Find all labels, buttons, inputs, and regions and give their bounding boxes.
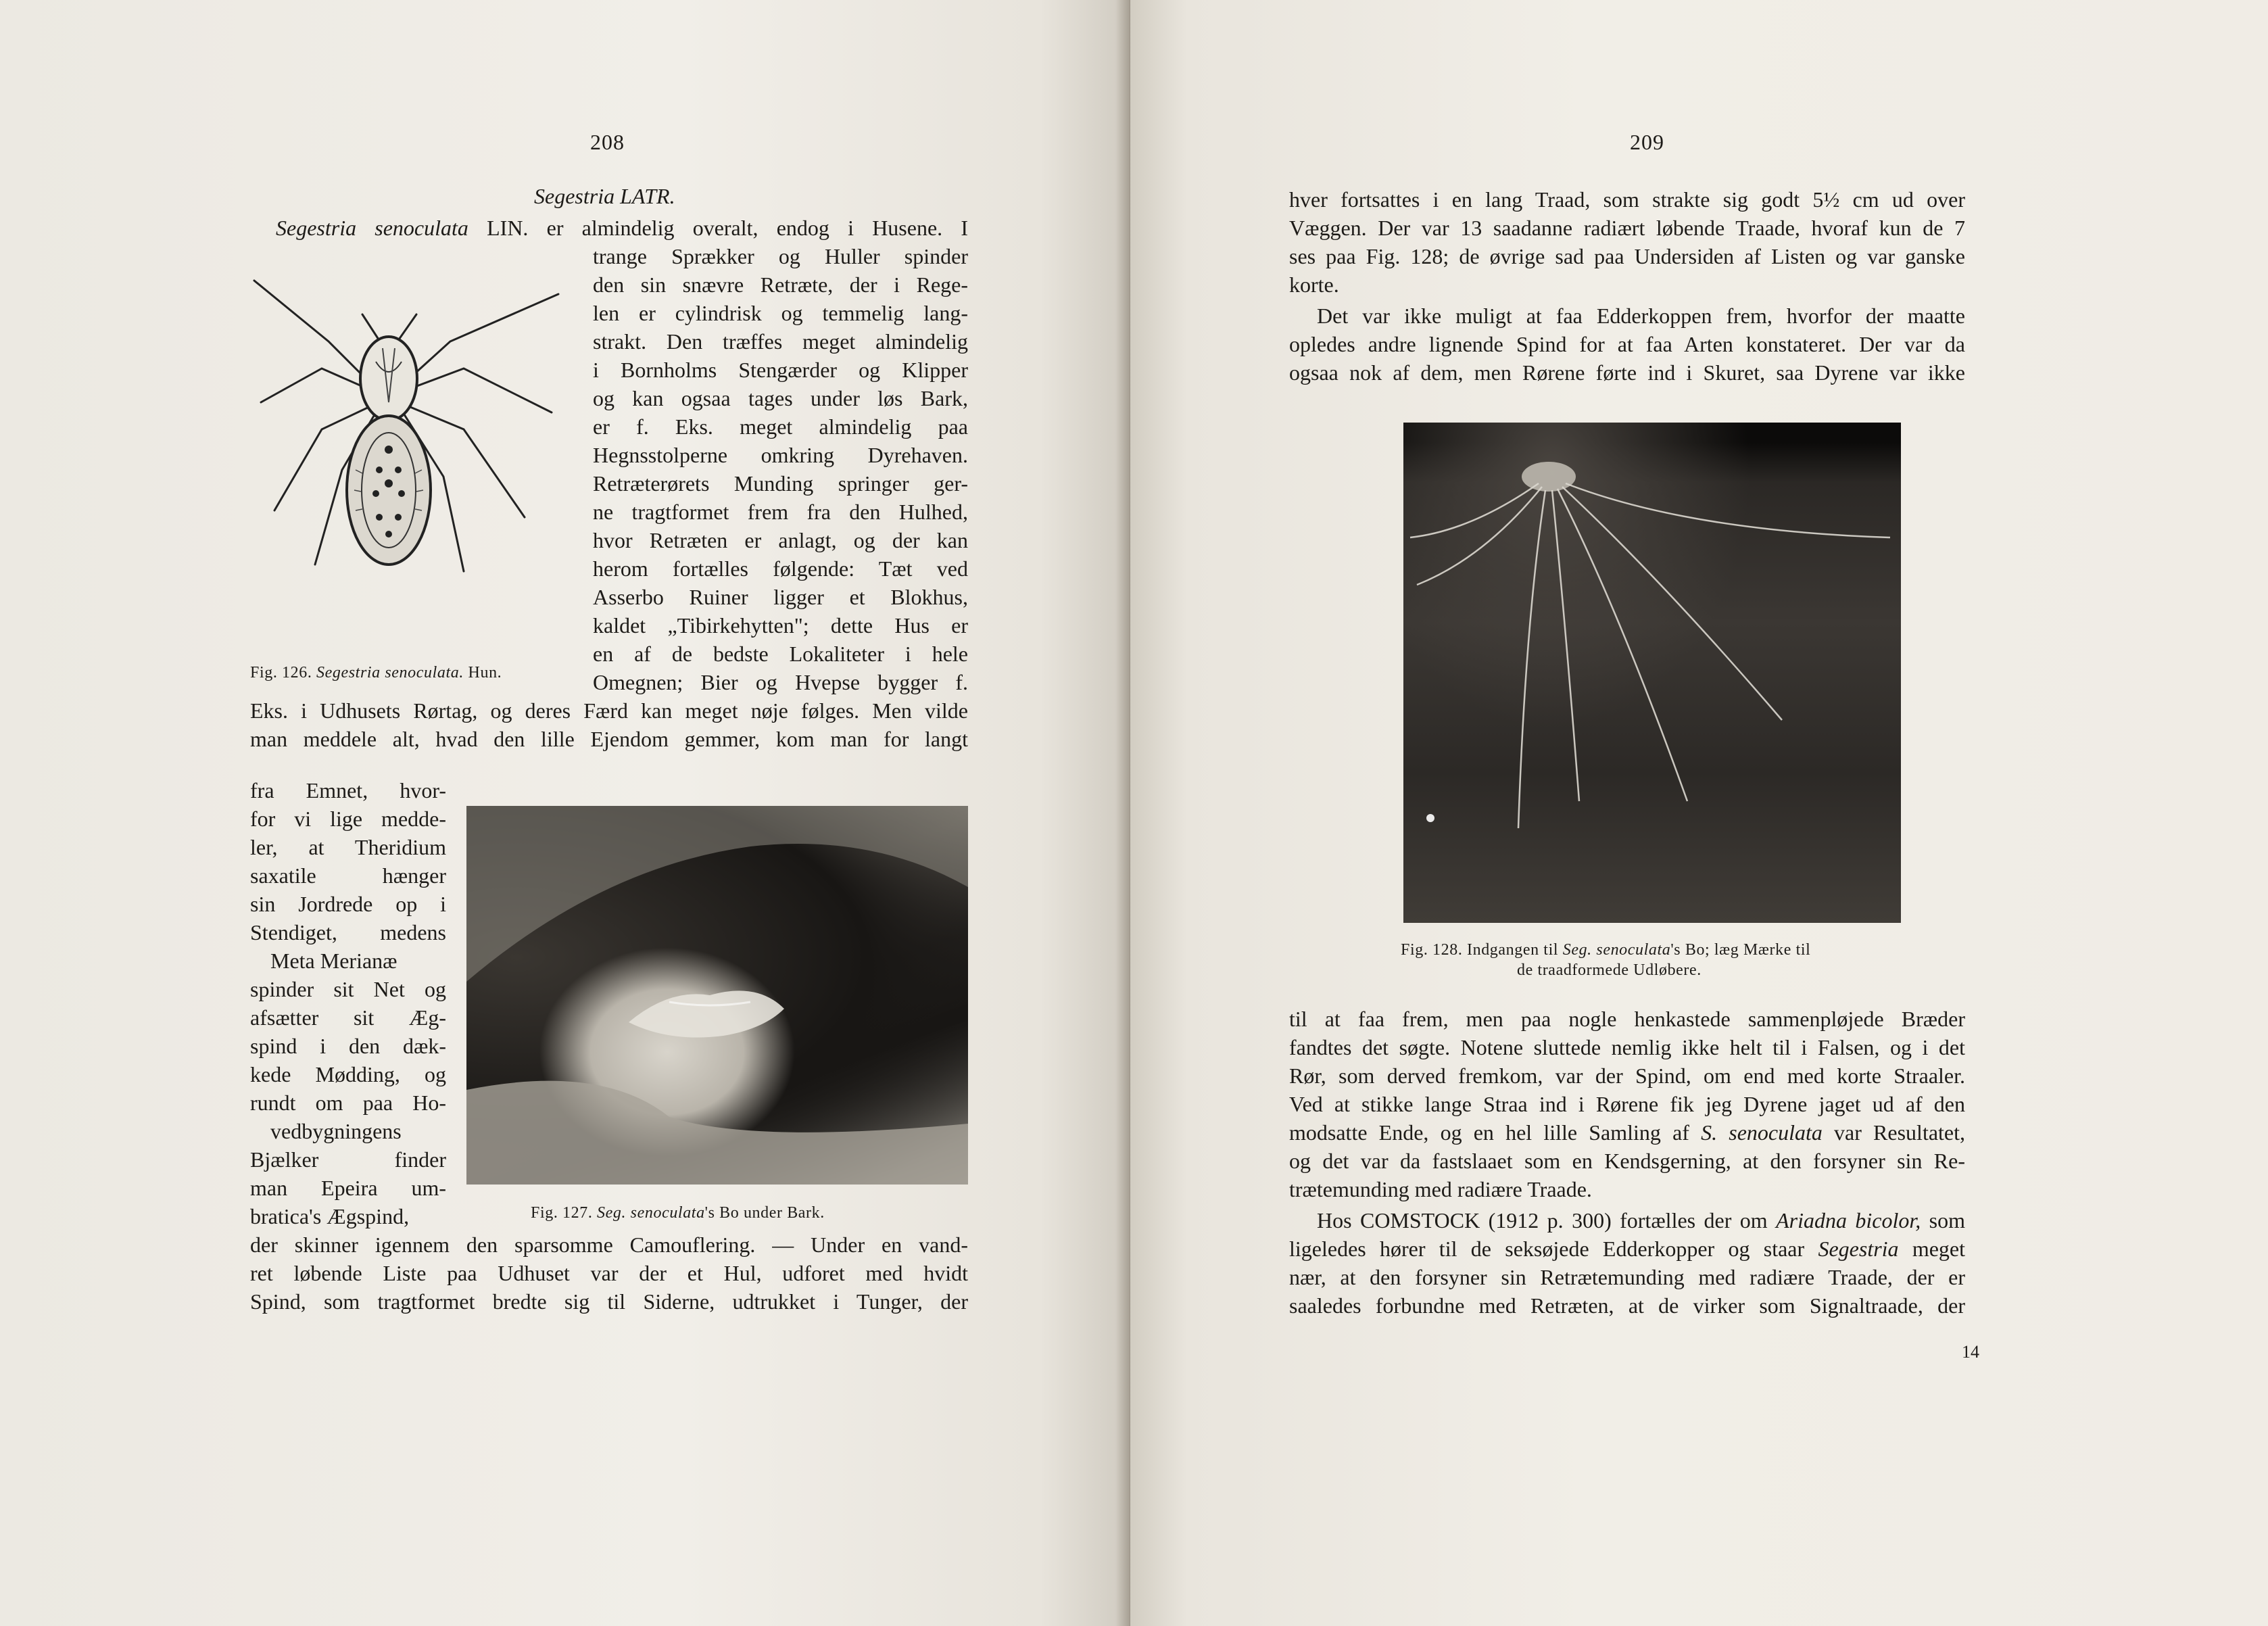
text-line: vedbygningens: [270, 1119, 402, 1143]
text-line: Hegnsstolperne omkring Dyrehaven.: [593, 443, 968, 467]
text-line: hver fortsattes i en lang Traad, som strakte sig godt 5½ cm ud over: [1289, 187, 1965, 212]
caption-suffix: 's Bo; læg Mærke til: [1670, 941, 1811, 959]
author-name: COMSTOCK: [1359, 1208, 1480, 1233]
line-text: som: [1929, 1208, 1966, 1233]
text-line: til at faa frem, men paa nogle henkastede sammenpløjede Bræder: [1289, 1007, 1965, 1031]
text-line: man Epeira um-: [250, 1176, 446, 1200]
text-line: for vi lige medde-: [250, 807, 446, 831]
figure-127-photo: [466, 806, 968, 1185]
radial-web-photo: [1403, 423, 1901, 923]
line-text: var Resultatet,: [1834, 1120, 1966, 1145]
text-line: er f. Eks. meget almindelig paa: [593, 414, 968, 439]
text-line: fandtes det søgte. Notene sluttede nemlig ikke helt til i Falsen, og i det: [1289, 1035, 1965, 1059]
signature-mark: 14: [1962, 1342, 1979, 1362]
caption-prefix: Fig. 128. Indgangen til: [1401, 941, 1559, 959]
text-line: Væggen. Der var 13 saadanne radiært løbende Traade, hvoraf kun de 7: [1289, 216, 1965, 240]
figure-128-caption-line1: [1401, 941, 1810, 959]
text-line: bratica's Ægspind,: [250, 1204, 410, 1228]
bark-nest-photo: [466, 806, 968, 1185]
text-line: saxatile hænger: [250, 863, 446, 888]
taxon-name: Segestria: [1818, 1237, 1899, 1261]
text-line: man meddele alt, hvad den lille Ejendom gemmer, kom man for langt: [250, 727, 968, 751]
right-page: [1130, 0, 2268, 1626]
spider-drawing: [247, 267, 565, 619]
text-line: kede Mødding, og: [250, 1062, 446, 1086]
caption-taxon: Segestria senoculata.: [316, 664, 464, 682]
text-line: Asserbo Ruiner ligger et Blokhus,: [593, 585, 968, 609]
figure-126-caption: [250, 664, 502, 682]
text-line: ret løbende Liste paa Udhuset var der et Hul, udforet med hvidt: [250, 1261, 968, 1285]
text-line: Eks. i Udhusets Rørtag, og deres Færd kan meget nøje følges. Men vilde: [250, 698, 968, 723]
text-line: nær, at den forsyner sin Retrætemunding med radiære Traade, der er: [1289, 1265, 1965, 1289]
left-page: [0, 0, 1130, 1626]
caption-suffix: 's Bo under Bark.: [704, 1204, 825, 1222]
text-line: trange Sprækker og Huller spinder: [593, 244, 968, 268]
taxon-name: Segestria senoculata: [276, 216, 468, 240]
text-line: den sin snævre Retræte, der i Rege-: [593, 272, 968, 297]
figure-127-caption: [531, 1204, 825, 1222]
text-line: fra Emnet, hvor-: [250, 778, 446, 803]
text-line: Omegnen; Bier og Hvepse bygger f.: [593, 670, 968, 694]
text-line: Stendiget, medens: [250, 920, 446, 944]
caption-taxon: Seg. senoculata: [1562, 941, 1671, 959]
text-line: og det var da fastslaaet som en Kendsgerning, at den forsyner sin Re-: [1289, 1149, 1965, 1173]
abdomen: [347, 416, 431, 565]
heading-text: Segestria LATR.: [534, 184, 675, 208]
text-line-segestria: [1289, 1235, 1965, 1263]
text-line: trætemunding med radiære Traade.: [1289, 1177, 1592, 1201]
text-line: Retræterørets Munding springer ger-: [593, 471, 968, 496]
text-line: len er cylindrisk og temmelig lang-: [593, 301, 968, 325]
text-line: ses paa Fig. 128; de øvrige sad paa Undersiden af Listen og var ganske: [1289, 244, 1965, 268]
line-text: meget: [1912, 1237, 1966, 1261]
text-line: sin Jordrede op i: [250, 892, 446, 916]
text-line: i Bornholms Stengærder og Klipper: [593, 358, 968, 382]
intro-text: er almindelig overalt, endog i Husene. I: [546, 216, 969, 240]
text-line-senoculata: [1289, 1118, 1965, 1147]
text-line: Meta Merianæ: [270, 949, 397, 973]
cephalothorax: [360, 337, 417, 421]
text-line: opledes andre lignende Spind for at faa Arten konstateret. Der var da: [1289, 332, 1965, 356]
text-line: ne tragtformet frem fra den Hulhed,: [593, 500, 968, 524]
taxon-name: S. senoculata: [1701, 1120, 1823, 1145]
taxon-name: Ariadna bicolor,: [1776, 1208, 1921, 1233]
text-line: kaldet „Tibirkehytten"; dette Hus er: [593, 613, 968, 638]
text-line: ler, at Theridium: [250, 835, 446, 859]
figure-128-caption-line2: de traadformede Udløbere.: [1517, 961, 1702, 979]
text-line: en af de bedste Lokaliteter i hele: [593, 642, 968, 666]
text-line: der skinner igennem den sparsomme Camouflering. — Under en vand-: [250, 1233, 968, 1257]
text-line: strakt. Den træffes meget almindelig: [593, 329, 968, 354]
text-line: Spind, som tragtformet bredte sig til Siderne, udtrukket i Tunger, der: [250, 1289, 968, 1314]
text-line: Det var ikke muligt at faa Edderkoppen frem, hvorfor der maatte: [1317, 304, 1965, 328]
text-line: ogsaa nok af dem, men Rørene førte ind i Skuret, saa Dyrene var ikke: [1289, 360, 1965, 385]
caption-prefix: Fig. 127.: [531, 1204, 593, 1222]
intro-line: [276, 214, 968, 242]
text-line: Rør, som derved fremkom, var der Spind, om end med korte Straaler.: [1289, 1063, 1965, 1088]
text-line: rundt om paa Ho-: [250, 1091, 446, 1115]
text-line-comstock: [1317, 1206, 1965, 1235]
figure-128-photo: [1403, 423, 1901, 923]
text-line: hvor Retræten er anlagt, og der kan: [593, 528, 968, 552]
caption-taxon: Seg. senoculata: [597, 1204, 705, 1222]
line-text: (1912 p. 300) fortælles der om: [1488, 1208, 1768, 1233]
text-line: spind i den dæk-: [250, 1034, 446, 1058]
page-number: 208: [590, 130, 625, 154]
line-text: modsatte Ende, og en hel lille Samling af: [1289, 1120, 1689, 1145]
section-heading: [534, 184, 675, 209]
text-line: herom fortælles følgende: Tæt ved: [593, 556, 968, 581]
figure-126-spider-illustration: [247, 267, 565, 619]
text-line: og kan ogsaa tages under løs Bark,: [593, 386, 968, 410]
caption-suffix: Hun.: [468, 664, 502, 682]
text-line: korte.: [1289, 272, 1339, 297]
taxon-author: LIN.: [487, 216, 529, 240]
page-number: 209: [1630, 130, 1664, 154]
text-line: saaledes forbundne med Retræten, at de virker som Signaltraade, der: [1289, 1293, 1965, 1318]
text-line: Bjælker finder: [250, 1147, 446, 1172]
caption-prefix: Fig. 126.: [250, 664, 312, 682]
line-text: ligeledes hører til de seksøjede Edderkopper og staar: [1289, 1237, 1805, 1261]
text-line: Ved at stikke lange Straa ind i Rørene fik jeg Dyrene jaget ud af den: [1289, 1092, 1965, 1116]
text-line: spinder sit Net og: [250, 977, 446, 1001]
line-text: Hos: [1317, 1208, 1352, 1233]
text-line: afsætter sit Æg-: [250, 1005, 446, 1030]
